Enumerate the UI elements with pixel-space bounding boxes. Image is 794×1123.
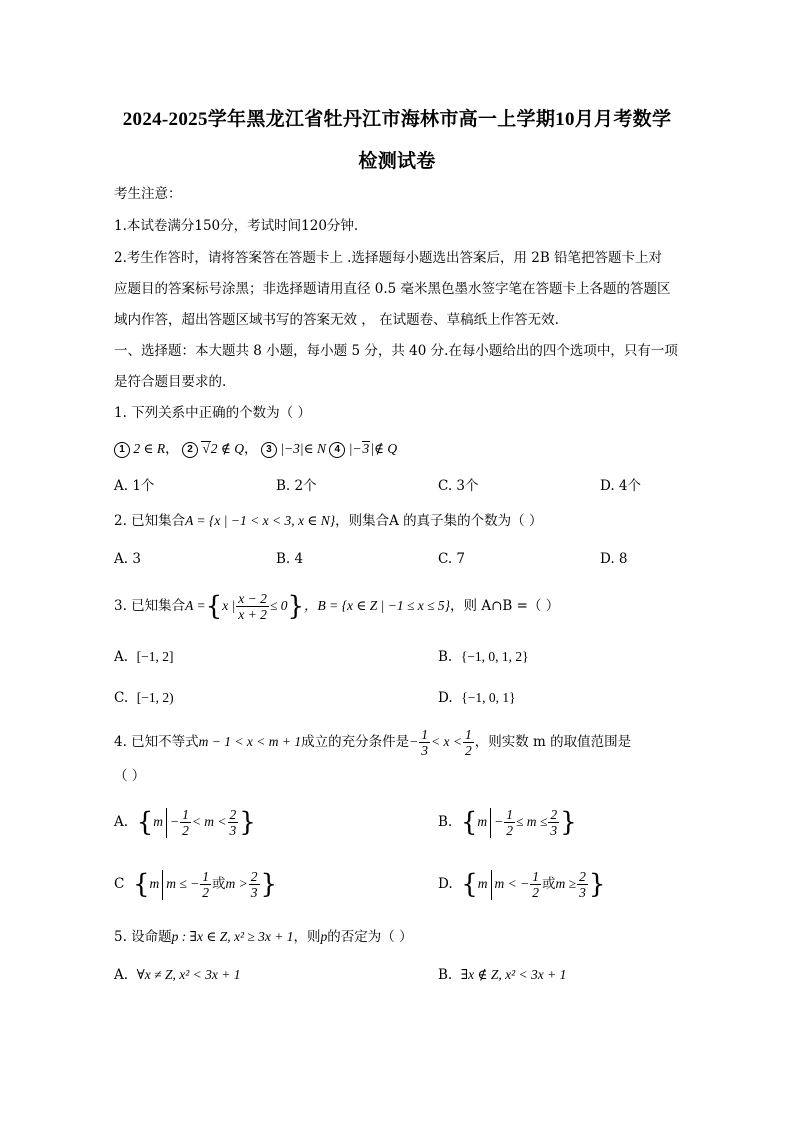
fraction-one-half xyxy=(504,807,515,838)
q5-option-b xyxy=(438,965,566,985)
numerator: 1 xyxy=(464,727,472,742)
q2-option-b: B. 4 xyxy=(276,551,304,567)
q4-d-relation-1: m < − xyxy=(494,876,530,891)
q3-option-a-value: [−1, 2] xyxy=(136,649,174,664)
brace-left: { xyxy=(136,807,154,838)
q5-stem xyxy=(114,927,714,947)
q3-prefix: 3. 已知集合 xyxy=(114,598,186,614)
var-m: m xyxy=(477,876,488,891)
q2-prefix: 2. 已知集合 xyxy=(114,513,186,529)
option-label: C xyxy=(114,876,125,892)
q1-option-c: C. 3个 xyxy=(438,478,479,494)
fraction-one-half xyxy=(180,807,191,838)
separator: ， xyxy=(244,441,258,456)
q5-mid-text: ，则 xyxy=(293,929,321,945)
q1-statement-1: 2 ∈ R xyxy=(133,441,166,456)
option-label: A. xyxy=(114,814,129,830)
q3-option-c-value: [−1, 2) xyxy=(136,690,174,705)
q5-suffix: 的否定为（ ） xyxy=(327,929,413,945)
numerator: 1 xyxy=(202,869,210,884)
q5-option-b-value: ∃x ∉ Z, x² < 3x + 1 xyxy=(460,967,567,982)
option-label: A. xyxy=(114,967,129,983)
brace-right: } xyxy=(560,807,577,838)
set-bar xyxy=(490,808,491,838)
numerator: 2 xyxy=(550,807,558,822)
q3-option-c xyxy=(114,688,174,708)
notice-item-2-line-1: 2.考生作答时，请将答案答在答题卡上 .选择题每小题选出答案后，用 2B 铅笔把答题卡上对 xyxy=(114,250,663,266)
q5-proposition: p : ∃x ∈ Z, x² ≥ 3x + 1 xyxy=(171,929,294,944)
numerator: 1 xyxy=(506,807,513,822)
brace-right: } xyxy=(287,591,304,622)
denominator: 3 xyxy=(421,743,428,758)
section-heading-line-1: 一、选择题：本大题共 8 小题，每小题 5 分，共 40 分.在每小题给出的四个选项中，只有一项 xyxy=(114,343,678,359)
circled-number: 4 xyxy=(329,442,345,458)
q4-c-relation-2: m > xyxy=(225,876,248,891)
minus-sign: − xyxy=(409,734,419,749)
denominator: 3 xyxy=(250,885,258,900)
numerator: 1 xyxy=(421,727,428,742)
section-heading-line-2: 是符合题目要求的. xyxy=(114,374,227,390)
q4-option-a xyxy=(114,800,256,844)
q5-option-a-value: ∀x ≠ Z, x² < 3x + 1 xyxy=(136,967,241,982)
q4-prefix: 4. 已知不等式 xyxy=(114,734,199,750)
q3-set-a-cond: ≤ 0 xyxy=(269,598,288,613)
set-bar xyxy=(491,870,492,900)
option-label: A. xyxy=(114,649,129,665)
q4-a-relation: < m < xyxy=(191,814,227,829)
fraction-one-third xyxy=(419,727,430,758)
or-text: 或 xyxy=(212,876,226,892)
q3-fraction-denominator: x + 2 xyxy=(238,607,267,622)
minus-sign: − xyxy=(494,814,504,829)
var-m: m xyxy=(153,814,163,829)
exam-title-line1: 2024-2025学年黑龙江省牡丹江市海林市高一上学期10月月考数学 xyxy=(122,109,672,130)
notice-item-1: 1.本试卷满分150分，考试时间120分钟. xyxy=(114,218,359,234)
q4-suffix: ，则实数 m 的取值范围是 xyxy=(474,734,632,750)
q3-option-d xyxy=(438,688,516,708)
q3-option-a xyxy=(114,647,174,667)
fraction-two-thirds xyxy=(249,869,260,900)
denominator: 2 xyxy=(532,885,540,900)
fraction-two-thirds xyxy=(228,807,239,838)
q1-statement-4a: |− xyxy=(348,441,362,456)
q1-stem: 1. 下列关系中正确的个数为（ ） xyxy=(114,405,311,421)
denominator: 2 xyxy=(182,823,189,838)
q2-stem xyxy=(114,511,714,531)
notice-item-2-line-3: 域内作答，超出答题区域书写的答案无效 ， 在试题卷、草稿纸上作答无效. xyxy=(114,312,559,328)
sqrt-symbol: √ xyxy=(202,441,210,456)
q4-option-d xyxy=(438,862,605,906)
q1-option-b: B. 2个 xyxy=(276,478,317,494)
q3-set-a-lhs: A = xyxy=(185,598,206,613)
q3-suffix: ，则 A∩B =（ ） xyxy=(450,598,560,614)
q3-option-d-value: {−1, 0, 1} xyxy=(461,690,516,705)
q1-statement-3: |−3|∈ N xyxy=(280,441,326,456)
var-m: m xyxy=(149,876,160,891)
q3-fraction xyxy=(236,591,269,622)
brace-left: { xyxy=(461,869,478,900)
option-label: B. xyxy=(438,649,453,665)
denominator: 3 xyxy=(550,823,558,838)
exam-title-line2: 检测试卷 xyxy=(358,151,436,172)
denominator: 3 xyxy=(229,823,237,838)
fraction-two-thirds xyxy=(548,807,559,838)
q1-option-d: D. 4个 xyxy=(600,478,642,494)
q4-option-b xyxy=(438,800,577,844)
denominator: 2 xyxy=(464,743,472,758)
option-label: B. xyxy=(438,814,453,830)
option-label: B. xyxy=(438,967,453,983)
q3-option-b-value: {−1, 0, 1, 2} xyxy=(460,649,529,664)
q1-statement-2: 2 ∉ Q xyxy=(210,441,245,456)
q3-set-a-var: x | xyxy=(222,598,236,613)
q2-suffix: ，则集合A 的真子集的个数为（ ） xyxy=(335,513,543,529)
set-bar xyxy=(166,808,167,838)
var-p: p xyxy=(320,929,328,944)
q1-statement-4c: |∉ Q xyxy=(370,441,398,456)
or-text: 或 xyxy=(542,876,556,892)
q3-set-b: ，B = {x ∈ Z | −1 ≤ x ≤ 5} xyxy=(304,598,451,613)
brace-left: { xyxy=(205,591,223,622)
q1-statements xyxy=(114,439,714,459)
numerator: 2 xyxy=(579,869,586,884)
q5-option-a xyxy=(114,965,240,985)
brace-right: } xyxy=(239,807,256,838)
q2-option-d: D. 8 xyxy=(600,551,628,567)
q2-option-a: A. 3 xyxy=(114,551,141,567)
brace-right: } xyxy=(260,869,278,900)
q4-mid-text: 成立的充分条件是 xyxy=(301,734,410,750)
q4-stem xyxy=(114,724,714,760)
q3-fraction-numerator: x − 2 xyxy=(238,591,267,606)
fraction-one-half xyxy=(463,727,474,758)
q2-option-c: C. 7 xyxy=(438,551,466,567)
q4-c-relation-1: m ≤ − xyxy=(166,876,200,891)
q5-prefix: 5. 设命题 xyxy=(114,929,172,945)
option-label: D. xyxy=(438,690,453,706)
q4-inequality: m − 1 < x < m + 1 xyxy=(198,734,302,749)
denominator: 2 xyxy=(506,823,513,838)
option-label: D. xyxy=(438,876,453,892)
brace-left: { xyxy=(460,807,478,838)
circled-number: 1 xyxy=(114,442,130,458)
q4-condition: < x < xyxy=(430,734,462,749)
option-label: C. xyxy=(114,690,129,706)
notice-heading: 考生注意： xyxy=(114,186,182,202)
q1-statement-4b: 3 xyxy=(362,441,370,456)
q4-b-relation: ≤ m ≤ xyxy=(515,814,548,829)
notice-item-2-line-2: 应题目的答案标号涂黑；非选择题请用直径 0.5 毫米黑色墨水签字笔在答题卡上各题的答题区 xyxy=(114,281,671,297)
fraction-two-thirds xyxy=(577,869,588,900)
circled-number: 3 xyxy=(261,442,277,458)
q4-answer-paren: （ ） xyxy=(114,768,146,784)
q4-option-c xyxy=(114,862,277,906)
q2-set: A = {x | −1 < x < 3, x ∈ N} xyxy=(185,513,336,528)
denominator: 2 xyxy=(202,885,210,900)
q4-d-relation-2: m ≥ xyxy=(555,876,577,891)
brace-left: { xyxy=(132,869,150,900)
brace-right: } xyxy=(588,869,606,900)
set-bar xyxy=(162,870,163,900)
numerator: 1 xyxy=(182,807,189,822)
fraction-one-half xyxy=(200,869,211,900)
numerator: 1 xyxy=(532,869,540,884)
minus-sign: − xyxy=(169,814,180,829)
numerator: 2 xyxy=(250,869,258,884)
fraction-one-half xyxy=(530,869,541,900)
denominator: 3 xyxy=(579,885,586,900)
q3-option-b xyxy=(438,647,529,667)
circled-number: 2 xyxy=(182,442,198,458)
q3-stem xyxy=(114,588,714,624)
numerator: 2 xyxy=(229,807,237,822)
var-m: m xyxy=(477,814,488,829)
separator: ， xyxy=(165,441,179,456)
q1-option-a: A. 1个 xyxy=(114,478,155,494)
